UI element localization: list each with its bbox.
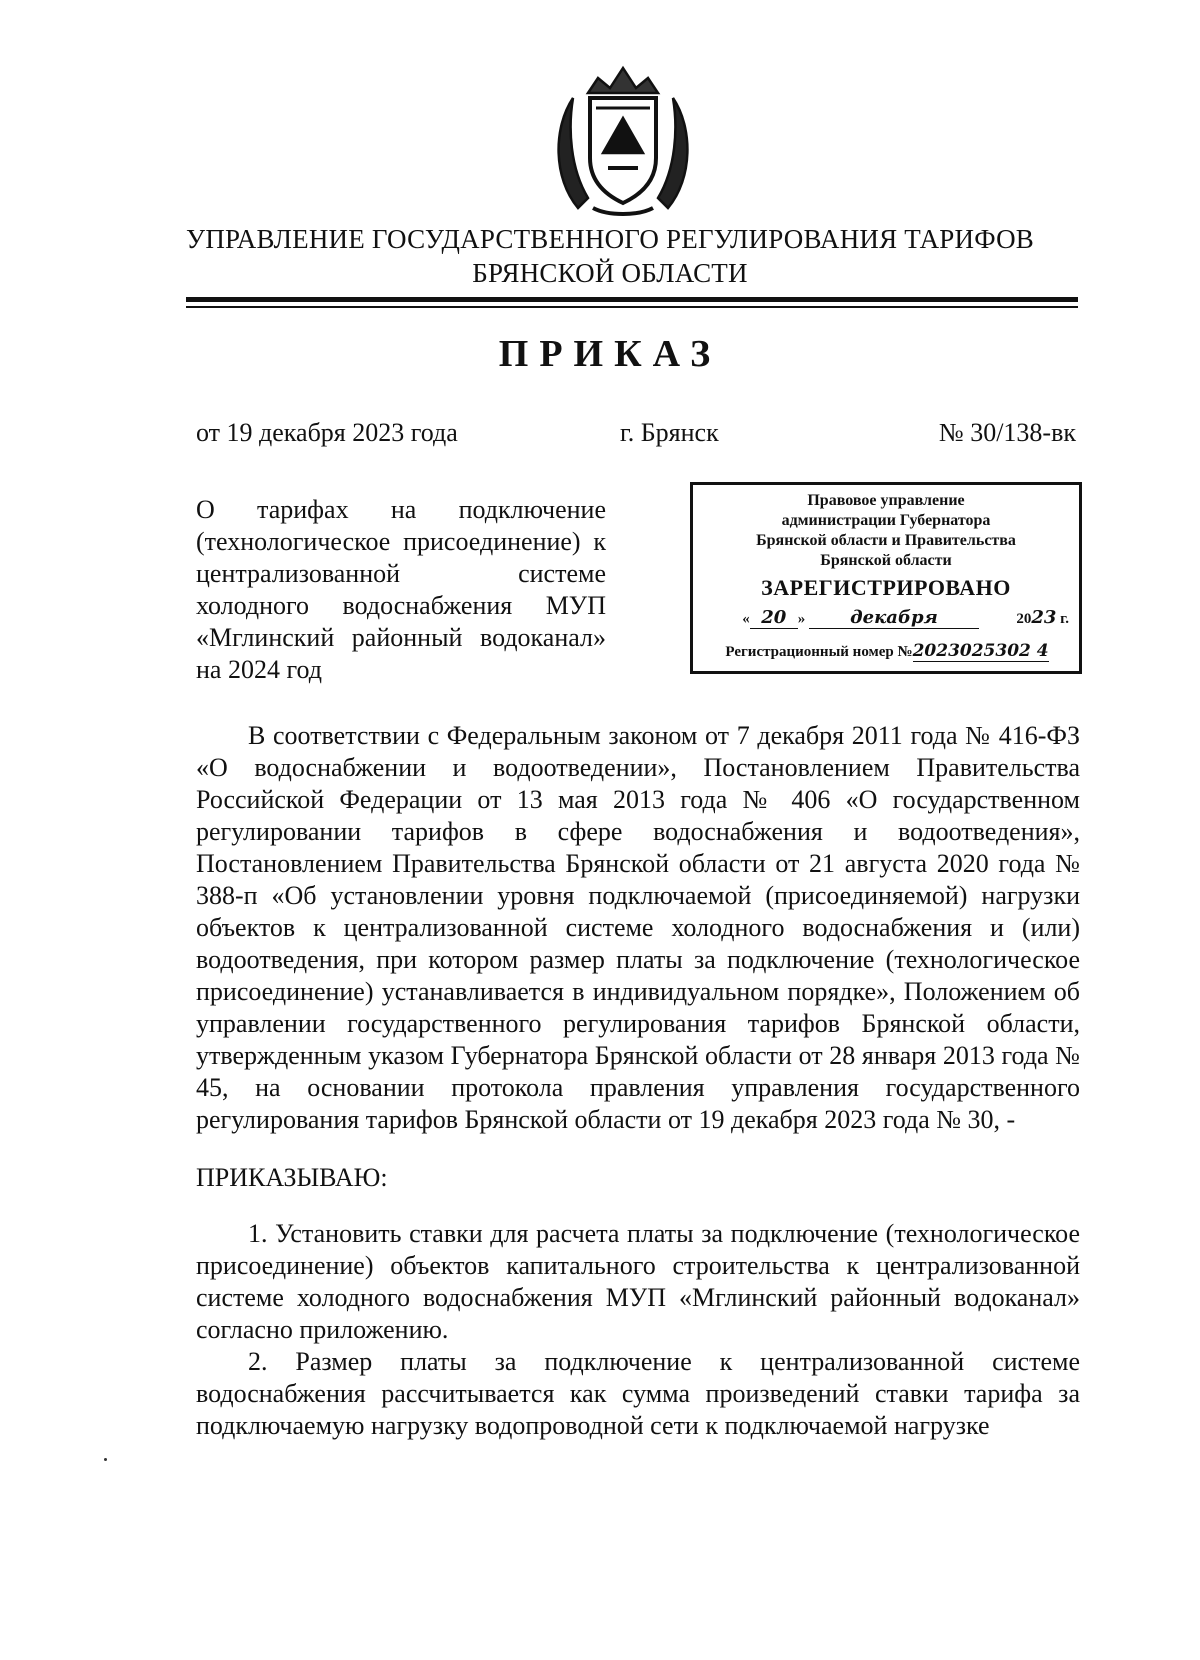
- order-item-2: 2. Размер платы за подключение к централизованной системе водоснабжения рассчитывается как сумма произведений ставки тарифа за подключаемую нагрузку водопроводной сети к подключаемой нагрузке: [196, 1347, 1080, 1440]
- stamp-year-suffix: 23: [1031, 607, 1057, 628]
- stamp-status: ЗАРЕГИСТРИРОВАНО: [761, 575, 1011, 600]
- stamp-month: декабря: [809, 607, 979, 629]
- stamp-registration-label: Регистрационный номер №: [725, 644, 913, 660]
- stamp-line-1: Правовое управление: [807, 492, 965, 509]
- order-word: ПРИКАЗЫВАЮ:: [196, 1163, 388, 1192]
- order-item-1: 1. Установить ставки для расчета платы за подключение (технологическое присоединение) объектов капитального строительства к централизованной системе холодного водоснабжения МУП «Мглинский районный водоканал» согласно приложению.: [196, 1219, 1080, 1344]
- organization-line-2: БРЯНСКОЙ ОБЛАСТИ: [472, 258, 748, 288]
- stamp-line-4: Брянской области: [820, 552, 952, 569]
- preamble-paragraph: В соответствии с Федеральным законом от 7 декабря 2011 года № 416-ФЗ «О водоснабжении и водоотведении», Постановлением Правительства Российской Федерации от 13 мая 2013 года № 406 «О государственном регулировании тарифов в сфере водоснабжения и водоотведения», Постановлением Правительства Брянской области от 21 августа 2020 года № 388-п «Об установлении уровня подключаемой (присоединяемой) нагрузки объектов к централизованной системе холодного водоснабжения и (или) водоотведения, при котором размер платы за подключение (технологическое присоединение) устанавливается в индивидуальном порядке», Положением об управлении государственного регулирования тарифов Брянской области, утвержденным указом Губернатора Брянской области от 28 января 2013 года № 45, на основании протокола правления управления государственного регулирования тарифов Брянской области от 19 декабря 2023 года № 30, -: [196, 721, 1080, 1134]
- organization-line-1: УПРАВЛЕНИЕ ГОСУДАРСТВЕННОГО РЕГУЛИРОВАНИЯ ТАРИФОВ: [186, 224, 1034, 254]
- order-city: г. Брянск: [620, 418, 719, 447]
- organization-name: [140, 222, 1080, 290]
- scan-speck: [104, 1458, 107, 1461]
- stamp-registration-row: [705, 641, 1069, 662]
- coat-of-arms-emblem: [548, 58, 698, 218]
- stamp-year-unit: г.: [1060, 611, 1069, 627]
- registration-stamp: [690, 482, 1082, 674]
- stamp-line-2: администрации Губернатора: [781, 512, 991, 529]
- stamp-day: 20: [750, 607, 798, 629]
- order-date: от 19 декабря 2023 года: [196, 418, 458, 447]
- order-number: № 30/138-вк: [938, 418, 1076, 447]
- stamp-registration-number: 2023025302 4: [912, 641, 1049, 661]
- order-subject: О тарифах на подключение (технологическое присоединение) к централизованной системе холодного водоснабжения МУП «Мглинский районный водоканал» на 2024 год: [196, 495, 606, 684]
- header-rule-thick: [186, 297, 1078, 302]
- stamp-date-row: « 20 » декабря 2023 г.: [742, 607, 1069, 628]
- stamp-year-prefix: 20: [1016, 611, 1032, 627]
- stamp-line-3: Брянской области и Правительства: [756, 532, 1016, 549]
- document-title: ПРИКАЗ: [498, 333, 722, 375]
- header-rule-thin: [186, 306, 1078, 308]
